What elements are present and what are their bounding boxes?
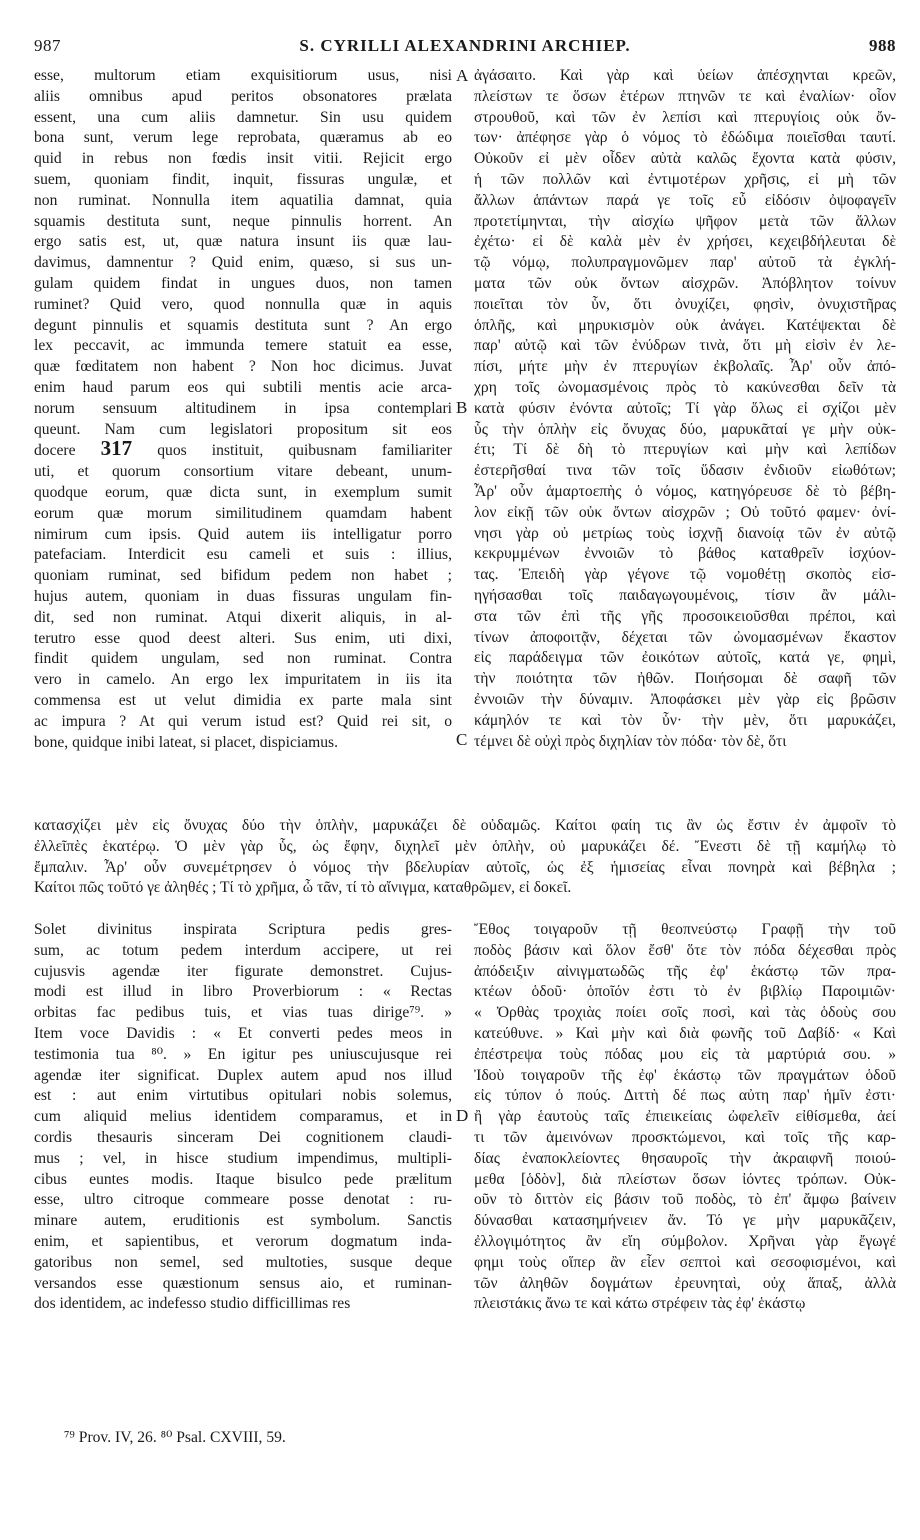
text-line: squamis destituta sunt, neque pinnulis horrent. An bbox=[34, 212, 452, 230]
text-line: ἐλλεῖπὲς ἑκατέρῳ. Ὁ μὲν γὰρ ὗς, ὡς ἔφην, διχηλεῖ μὲν ὁπλὴν, οὐ μαρυκάζει δέ. Ἔνεστι δὲ τῇ καμήλῳ τὸ bbox=[34, 837, 896, 855]
text-line: quid in rebus non fœdis insit vitii. Rejicit ergo bbox=[34, 150, 452, 168]
text-line: ηγήσασθαι τοῖς παιδαγωγουμένοις, τίσιν ἂν μάλι- bbox=[474, 586, 896, 604]
text-line: Καίτοι πῶς τοῦτό γε ἀληθές ; Τί τὸ χρῆμα, ὦ τᾶν, τί τὸ αἴνιγμα, καταθρῶμεν, εἰ δοκεῖ. bbox=[34, 879, 572, 897]
text-line: quoniam ruminat, sed bifidum pedem non habet ; bbox=[34, 567, 452, 585]
text-line: ἀπόδειξιν αἰνιγματωδῶς τῆς ἐφ' ἑκάστῳ τῶν πρα- bbox=[474, 962, 896, 980]
text-line: τῶν ἀληθῶν δογμάτων ἐρευνηταὶ, οὐχ ἅπαξ, ἀλλὰ bbox=[474, 1274, 896, 1292]
text-line: ἡ τῶν πολλῶν καὶ ἐντιμοτέρων χρῆσις, εἰ μὴ τῶν bbox=[474, 170, 896, 188]
running-title: S. CYRILLI ALEXANDRINI ARCHIEP. bbox=[299, 36, 631, 55]
text-line: ἀγάσαιτο. Καὶ γὰρ καὶ ὑείων ἀπέσχηνται κρεῶν, bbox=[474, 67, 896, 84]
text-line: ac impura ? At qui verum istud est? Quid rei sit, o bbox=[34, 712, 452, 730]
text-line: πλειστάκις ἄνω τε καὶ κάτω στρέφειν τὰς ἐφ' ἑκάστῳ bbox=[474, 1295, 806, 1313]
section-marker-d: D bbox=[456, 1106, 469, 1125]
text-line: cibus euntes modis. Itaque bisulco pede prælitum bbox=[34, 1170, 452, 1188]
text-line: cujusvis agendæ iter figurate demonstret. Cujus- bbox=[34, 962, 452, 980]
text-line: terutro esse quod deest alteri. Sus enim, uti dixi, bbox=[34, 629, 452, 647]
text-line: cum aliquid melius identidem comparamus, et in bbox=[34, 1108, 452, 1126]
section-marker-b: B bbox=[456, 398, 468, 417]
text-line: nimirum cum ipsis. Quid autem iis intelligatur porro bbox=[34, 525, 452, 543]
text-line bbox=[34, 440, 452, 462]
text-line: enim haud parum eos qui subtili mentis acie arca- bbox=[34, 378, 452, 396]
text-line: versandos esse quæstionum sensus aio, et ruminan- bbox=[34, 1274, 452, 1292]
greek-column-top bbox=[474, 66, 896, 752]
text-line: νησι γὰρ οὐ μετρίως τοὺς ἰσχνῇ διανοίᾳ τῶν ἐν αὐτῷ bbox=[474, 524, 896, 542]
text-line: ποιεῖται τὸν ὗν, ὅτι ὀνυχίζει, φησὶν, ὀνυχιστῆρας bbox=[474, 295, 896, 313]
text-line: bone, quidque inibi lateat, si placet, dispiciamus. bbox=[34, 733, 339, 751]
text-line: sum, ac totum pedem interdum accipere, ut rei bbox=[34, 941, 452, 959]
text-line: των· ἀπέφησε γὰρ ὁ νόμος τὸ ἐδώδιμα ποιεῖσθαι ταυτί. bbox=[474, 129, 896, 147]
text-line: Solet divinitus inspirata Scriptura pedis gres- bbox=[34, 921, 452, 938]
text-line: εἰς τύπον ὁ πούς. Διττὴ δέ πως αὐτη παρ' ἡμῖν ἐστι· bbox=[474, 1087, 896, 1105]
text-line: ἄλλων ἁπάντων παρά γε τοῖς εὖ εἰδόσιν ὀψοφαγεῖν bbox=[474, 191, 896, 209]
footnote: ⁷⁹ Prov. IV, 26. ⁸⁰ Psal. CXVIII, 59. bbox=[64, 1429, 286, 1446]
text-line: quæ fœditatem non habent ? Non hoc dicimus. Juvat bbox=[34, 358, 452, 376]
text-line: χρη τοῖς ὠνομασμένοις πρὸς τὸ κακύνεσθαι δεῖν τὰ bbox=[474, 378, 896, 396]
text-line: λον εἰκῇ τῶν οὐκ ὄντων αἰσχρῶν ; Οὐ τοῦτό φαμεν· ὀνί- bbox=[474, 503, 896, 521]
text-line: eorum quæ morum similitudinem quamdam habent bbox=[34, 504, 452, 522]
text-line: ἐπέστρεψα τοὺς πόδας μου εἰς τὰ μαρτύριά σου. » bbox=[474, 1045, 896, 1063]
text-line: bona sunt, verum lege reprobata, quæramus ab eo bbox=[34, 129, 452, 147]
text-line: πλείστων τε ὅσων ἑτέρων πτηνῶν τε καὶ ἐναλίων· οἷον bbox=[474, 87, 896, 105]
text-line: τὴν ποιότητα τῶν ἠθῶν. Ποιήσομαι δὲ σαφῆ τῶν bbox=[474, 670, 896, 688]
text-line: enim, et sapientibus, et verorum dogmatum inda- bbox=[34, 1232, 452, 1250]
text-line: vero in camelo. An ergo lex impuritatem in iis ita bbox=[34, 671, 452, 689]
text-line: ergo satis est, ut, quæ natura insunt iis quæ lau- bbox=[34, 233, 452, 251]
text-line: ὁπλῆς, καὶ μηρυκισμὸν οὐκ ἀνάγει. Κατέψεκται δὲ bbox=[474, 316, 896, 334]
text-line: Item voce Davidis : « Et converti pedes meos in bbox=[34, 1024, 452, 1042]
text-line: degunt pinnulis et squamis destituta sunt ? An ergo bbox=[34, 316, 452, 334]
text-line: κάμηλόν τε καὶ τὸν ὗν· τὴν μὲν, ὅτι μαρυκάζει, bbox=[474, 711, 896, 729]
text-line: ἔμπαλιν. Ἆρ' οὖν συνεμέτρησεν ὁ νόμος τὴν βδελυρίαν αὐτοῖς, ὡς ἐξ ἡμισείας εἶναι πονηρὰ καὶ βέβηλα ; bbox=[34, 858, 896, 876]
text-line: modi est illud in libro Proverbiorum : « Rectas bbox=[34, 983, 452, 1001]
text-line: ποδὸς βάσιν καὶ ὅλον ἔσθ' ὅτε τὸν πόδα δέχεσθαι πρὸς bbox=[474, 941, 896, 959]
text-line: findit quidem ungulam, sed non ruminat. Contra bbox=[34, 650, 452, 668]
text-line: cordis thesauris sinceram Dei cognitionem claudi- bbox=[34, 1128, 452, 1146]
text-line: esse, ultro citroque commeare posse denotat : ru- bbox=[34, 1191, 452, 1209]
latin-column-top bbox=[34, 66, 452, 753]
running-header bbox=[34, 36, 896, 58]
text-line: ἐχέτω· εἰ δὲ καλὰ μὲν ἐν χρήσει, κεχειβδήλευται δὲ bbox=[474, 233, 896, 251]
text-line: davimus, damnentur ? Quid enim, quæso, si sus un- bbox=[34, 254, 452, 272]
text-line: lex peccavit, ac immunda temere statuit ea esse, bbox=[34, 337, 452, 355]
text-line: στρουθοῦ, καὶ τῶν ἐν λεπίσι καὶ πτερυγίοις οὐκ ὄν- bbox=[474, 108, 896, 126]
text-line: εἰς παράδειγμα τῶν ἐοικότων αὐτοῖς, κατά γε, φημὶ, bbox=[474, 649, 896, 667]
text-line: στα τῶν ἐπὶ τῆς γῆς προσοικειοῦσθαι πρέποι, καὶ bbox=[474, 607, 896, 625]
text-line: essent, una cum aliis damnetur. Sin usu quidem bbox=[34, 108, 452, 126]
section-marker-a: A bbox=[456, 66, 469, 85]
text-fragment: docere bbox=[34, 442, 76, 460]
text-line: οῦν τὸ διττὸν εἰς βάσιν τοῦ ποδὸς, τὸ ἐπ' ἄμφω βαίνειν bbox=[474, 1191, 896, 1209]
text-line: κατὰ φύσιν ἐνόντα αὐτοῖς; Τί γὰρ ὅλως εἰ σχίζοι μὲν bbox=[474, 399, 896, 417]
text-line: aliis omnibus apud peritos obsonatores prælata bbox=[34, 87, 452, 105]
greek-full-width-block bbox=[34, 816, 896, 899]
text-line: μεθα [ὁδὸν], διὰ πλείστων ὅσων ἰόντες τρόπων. Οὐκ- bbox=[474, 1170, 896, 1188]
text-line: orbitas fac pedibus tuis, et vias tuas dirige⁷⁹. » bbox=[34, 1004, 452, 1022]
text-line: gatoribus non semel, sed multoties, susque deque bbox=[34, 1253, 452, 1271]
text-line: κατασχίζει μὲν εἰς ὄνυχας δύο τὴν ὁπλὴν, μαρυκάζει δὲ οὐδαμῶς. Καίτοι φαίη τις ἂν ὡς ἔστιν ἐν ἀμφοῖν τὸ bbox=[34, 817, 896, 834]
text-line: προτετίμηνται, τὴν αἰσχίω ψῆφον μετὰ τῶν ἄλλων bbox=[474, 212, 896, 230]
text-line: Ἆρ' οὖν ἁμαρτοεπὴς ὁ νόμος, κατηγόρευσε δὲ τὸ βέβη- bbox=[474, 482, 896, 500]
text-line: commensa est ut velut dimidia ex parte mala sint bbox=[34, 691, 452, 709]
text-line: τίνων ἀποφοιτᾷν, δέχεται τῶν ὠνομασμένων ἕκαστον bbox=[474, 628, 896, 646]
page-number-left: 987 bbox=[34, 36, 61, 55]
text-line: Οὐκοῦν εἰ μὲν οἶδεν αὐτὰ καλῶς ἔχοντα κατὰ φύσιν, bbox=[474, 150, 896, 168]
text-line: patefaciam. Interdicit esu cameli et suis : illius, bbox=[34, 546, 452, 564]
text-line: φημι τοὺς οἵπερ ἂν εἶεν σεπτοὶ καὶ σεσοφισμένοι, καὶ bbox=[474, 1253, 896, 1271]
latin-column-bottom bbox=[34, 920, 452, 1315]
text-line: non ruminat. Nonnulla item aquatilia damnat, quia bbox=[34, 191, 452, 209]
text-line: ruminet? Quid vero, quod nonnulla quæ in aquis bbox=[34, 295, 452, 313]
section-marker-c: C bbox=[456, 730, 468, 749]
text-line: esse, multorum etiam exquisitiorum usus, nisi bbox=[34, 67, 452, 84]
text-line: ἐλλογιμότητος ἂν εἴη σύμβολον. Χρῆναι γὰρ ἔγωγέ bbox=[474, 1232, 896, 1250]
text-line: « Ὀρθὰς τροχιὰς ποίει σοῖς ποσὶ, καὶ τὰς ὁδοὺς σου bbox=[474, 1004, 896, 1022]
text-line: παρ' αὐτῷ καὶ τῶν ἐνύδρων τινὰ, ὅτι μὴ εἰσὶν ἐν λε- bbox=[474, 337, 896, 355]
text-line: gulam quidem findat in ungues duos, non tamen bbox=[34, 274, 452, 292]
greek-column-bottom bbox=[474, 920, 896, 1315]
text-line: ἐστερῆσθαί τινα τῶν τοῖς ὕδασιν ἐνδιοῦν εἰωθότων; bbox=[474, 462, 896, 480]
text-line: κατεύθυνε. » Καὶ μὴν καὶ διὰ φωνῆς τοῦ Δαβίδ· « Καὶ bbox=[474, 1024, 896, 1042]
text-line: ἢ γὰρ ἑαυτοὺς ταῖς ἐπιεικείαις ὠφελεῖν εἰθίσμεθα, ἀεί bbox=[474, 1108, 896, 1126]
text-line: δύνασθαι κατασημήνειεν ἄν. Τό γε μὴν μαρυκᾶζειν, bbox=[474, 1212, 896, 1230]
text-line: suem, quoniam findit, inquit, fissuras ungulæ, et bbox=[34, 170, 452, 188]
text-line: τῷ νόμῳ, πολυπραγμονῶμεν παρ' αὐτοῦ τὰ ἐγκλή- bbox=[474, 254, 896, 272]
text-line: δίας ἐναποκλείοντες θησαυροῖς τὴν ἀκραιφνῆ ποιού- bbox=[474, 1149, 896, 1167]
text-line: κτέων ὁδοῦ· ὁποῖόν ἐστι τὸ ἐν βιβλίῳ Παροιμιῶν· bbox=[474, 983, 896, 1001]
text-line: mus ; vel, in hisce studium impendimus, multipli- bbox=[34, 1149, 452, 1167]
column-number: 317 bbox=[100, 440, 133, 461]
text-line: quodque eorum, quæ dicta sunt, in exemplum sumit bbox=[34, 483, 452, 501]
text-line: τι τῶν ἀμεινόνων προσκτώμενοι, καὶ τοῖς τῆς καρ- bbox=[474, 1128, 896, 1146]
text-line: testimonia tua ⁸⁰. » En igitur pes uniuscujusque rei bbox=[34, 1045, 452, 1063]
text-line: πίσι, μήτε μὴν ἐν πτερυγίων ἐκβολαῖς. Ἆρ' οὖν ἀπό- bbox=[474, 358, 896, 376]
text-line: hujus autem, quoniam in duas fissuras ungulam fin- bbox=[34, 587, 452, 605]
text-line: ὗς τὴν ὁπλὴν εἰς ὄνυχας δύο, μαρυκᾶταί γε μὴν οὐκ- bbox=[474, 420, 896, 438]
text-line: norum sensuum altitudinem in ipsa contemplari bbox=[34, 399, 452, 417]
text-line: uti, et quorum consortium vitare debeant, unum- bbox=[34, 463, 452, 481]
text-line: τας. Ἐπειδὴ γὰρ γέγονε τῷ νομοθέτῃ σκοπὸς εἰσ- bbox=[474, 566, 896, 584]
text-line: ματα τῶν οὐκ ὄντων αἰσχρῶν. Ἀπόβλητον τοίνυν bbox=[474, 274, 896, 292]
text-line: έτι; Τί δὲ δὴ τὸ πτερυγίων καὶ μὴν καὶ λεπίδων bbox=[474, 441, 896, 459]
text-line: agendæ iter significat. Duplex autem apud nos illud bbox=[34, 1066, 452, 1084]
text-fragment: quos instituit, quibusnam familiariter bbox=[157, 442, 452, 460]
text-line: κεκρυμμένων ἐννοιῶν τὸ βάθος καταθρεῖν ἰσχύον- bbox=[474, 545, 896, 563]
text-line: est : aut enim virtutibus opitulari nobis solemus, bbox=[34, 1087, 452, 1105]
text-line: ἐννοιῶν τὴν δύναμιν. Ἀποφάσκει μὲν γὰρ εἰς βρῶσιν bbox=[474, 690, 896, 708]
text-line: dos identidem, ac indefesso studio difficillimas res bbox=[34, 1295, 351, 1313]
text-line: Ἰδοὺ τοιγαροῦν τῆς ἐφ' ἑκάστῳ τῶν πραγμάτων ὁδοῦ bbox=[474, 1066, 896, 1084]
text-line: Ἔθος τοιγαροῦν τῇ θεοπνεύστῳ Γραφῇ τὴν τοῦ bbox=[474, 921, 896, 938]
text-line: queunt. Nam cum legislatori propositum sit eos bbox=[34, 420, 452, 438]
text-line: τέμνει δὲ οὐχὶ πρὸς διχηλίαν τὸν πόδα· τὸν δὲ, ὅτι bbox=[474, 732, 787, 750]
page-number-right: 988 bbox=[869, 36, 896, 55]
text-line: minare autem, eruditionis est symbolum. Sanctis bbox=[34, 1212, 452, 1230]
text-line: dit, sed non ruminat. Atqui dixerit aliquis, in al- bbox=[34, 608, 452, 626]
